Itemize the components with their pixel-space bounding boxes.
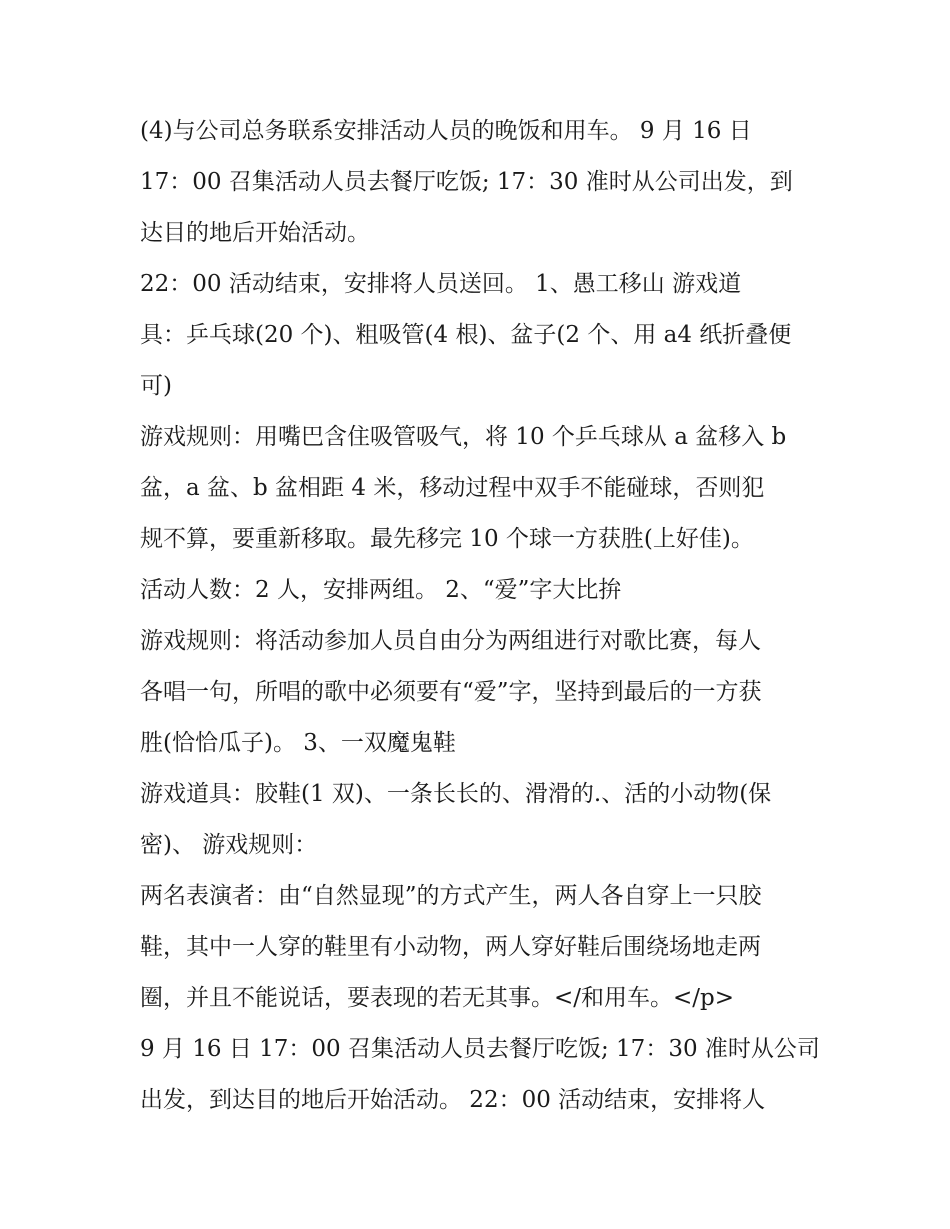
text-line: (4)与公司总务联系安排活动人员的晚饭和用车。 9 月 16 日 [140,118,752,144]
text-line: 17：00 召集活动人员去餐厅吃饭; 17：30 准时从公司出发，到 [140,169,793,195]
text-line: 游戏道具：胶鞋(1 双)、一条长长的、滑滑的.、活的小动物(保 [140,781,772,807]
text-line: 达目的地后开始活动。 [140,220,370,246]
text-line: 鞋，其中一人穿的鞋里有小动物，两人穿好鞋后围绕场地走两 [140,934,761,960]
text-line: 圈，并且不能说话，要表现的若无其事。</和用车。</p> [140,985,735,1011]
text-line: 可) [140,373,172,399]
text-line: 9 月 16 日 17：00 召集活动人员去餐厅吃饭; 17：30 准时从公司 [140,1036,820,1062]
text-line: 游戏规则：用嘴巴含住吸管吸气，将 10 个乒乓球从 a 盆移入 b [140,424,787,450]
text-line: 密)、 游戏规则： [140,832,318,858]
text-line: 盆，a 盆、b 盆相距 4 米，移动过程中双手不能碰球，否则犯 [140,475,765,501]
text-line: 具：乒乓球(20 个)、粗吸管(4 根)、盆子(2 个、用 a4 纸折叠便 [140,322,792,348]
text-line: 游戏规则：将活动参加人员自由分为两组进行对歌比赛，每人 [140,628,761,654]
text-line: 胜(恰恰瓜子)。 3、一双魔鬼鞋 [140,730,456,756]
document-body [140,106,820,1126]
text-line: 22：00 活动结束，安排将人员送回。 1、愚工移山 游戏道 [140,271,742,297]
text-line: 出发，到达目的地后开始活动。 22：00 活动结束，安排将人 [140,1087,766,1113]
text-line: 各唱一句，所唱的歌中必须要有“爱”字，坚持到最后的一方获 [140,679,762,705]
text-line: 活动人数：2 人，安排两组。 2、“爱”字大比拚 [140,577,622,603]
text-line: 规不算，要重新移取。最先移完 10 个球一方获胜(上好佳)。 [140,526,754,552]
text-line: 两名表演者：由“自然显现”的方式产生，两人各自穿上一只胶 [140,883,762,909]
